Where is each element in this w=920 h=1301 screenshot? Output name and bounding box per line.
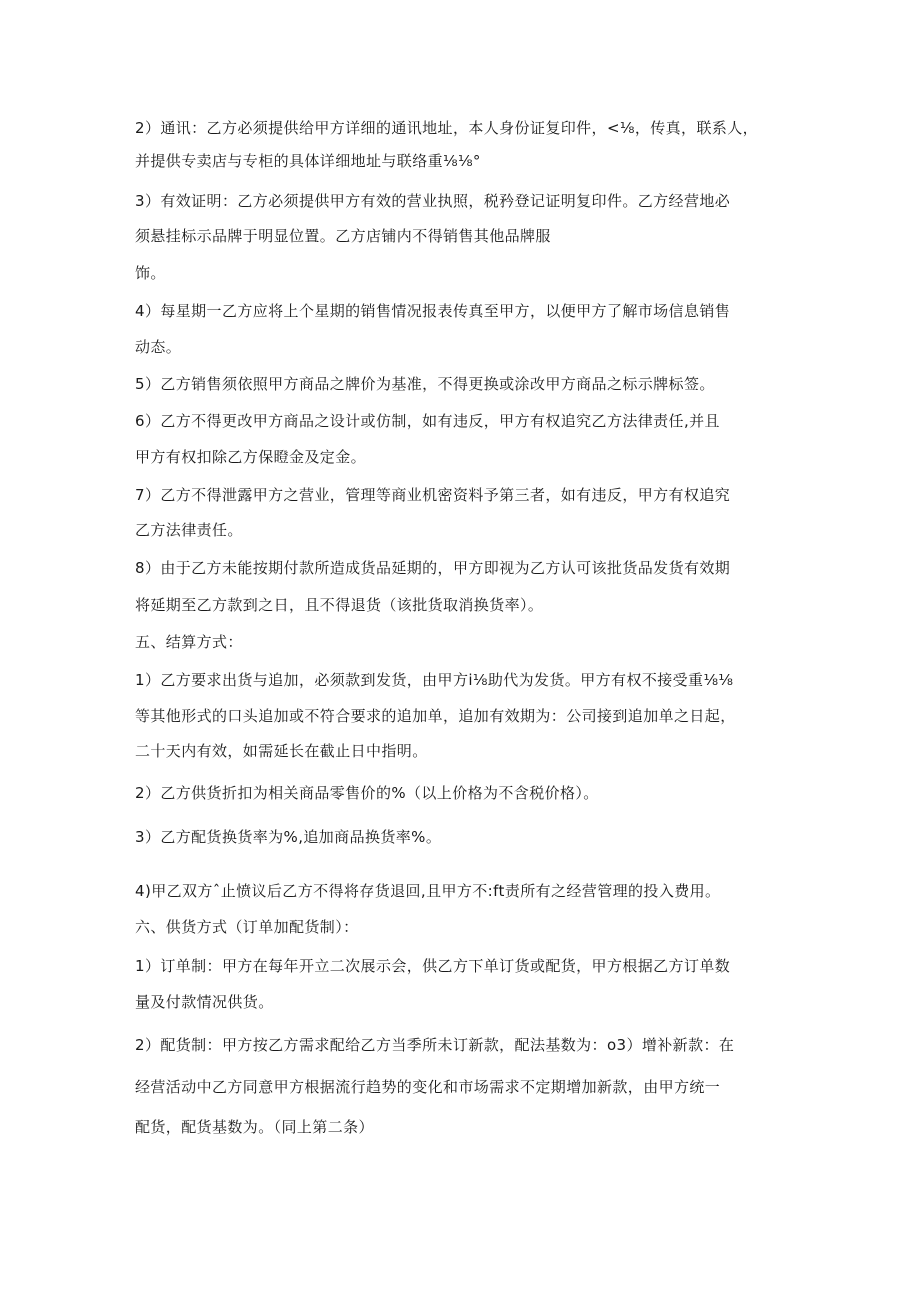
text-line: 配货，配货基数为。（同上第二条）: [135, 1118, 374, 1136]
text-line: 动态。: [135, 338, 182, 356]
text-line: 乙方法律责任。: [135, 521, 243, 539]
section-heading: 五、结算方式：: [135, 633, 243, 651]
text-line: 3）乙方配货换货率为%,追加商品换货率%。: [135, 828, 442, 846]
text-line: 等其他形式的口头追加或不符合要求的追加单，追加有效期为：公司接到追加单之日起，: [135, 707, 736, 725]
text-line: 1）乙方要求出货与追加，必须款到发货，由甲方i⅛助代为发货。甲方有权不接受重⅛⅛: [135, 671, 734, 689]
text-line: 1）订单制：甲方在每年开立二次展示会，供乙方下单订货或配货，甲方根据乙方订单数: [135, 957, 731, 975]
text-line: 并提供专卖店与专柜的具体详细地址与联络重⅛⅛°: [135, 152, 481, 170]
text-line: 6）乙方不得更改甲方商品之设计或仿制，如有违反，甲方有权追究乙方法律责任,并且: [135, 412, 720, 430]
text-line: 将延期至乙方款到之日，且不得退货（该批货取消换货率）。: [135, 596, 544, 614]
text-line: 4）每星期一乙方应将上个星期的销售情况报表传真至甲方，以便甲方了解市场信息销售: [135, 302, 731, 320]
text-line: 二十天内有效，如需延长在截止日中指明。: [135, 742, 428, 760]
text-line: 甲方有权扣除乙方保瞪金及定金。: [135, 448, 367, 466]
text-line: 5）乙方销售须依照甲方商品之牌价为基准，不得更换或涂改甲方商品之标示牌标签。: [135, 375, 715, 393]
text-line: 4)甲乙双方ˆ止愤议后乙方不得将存货退回,且甲方不:ft责所有之经营管理的投入费用。: [135, 882, 721, 900]
text-line: 须悬挂标示品牌于明显位置。乙方店铺内不得销售其他品牌服: [135, 227, 551, 245]
text-line: 8）由于乙方未能按期付款所造成货品延期的，甲方即视为乙方认可该批货品发货有效期: [135, 559, 731, 577]
text-line: 7）乙方不得泄露甲方之营业，管理等商业机密资料予第三者，如有违反，甲方有权追究: [135, 486, 731, 504]
text-line: 2）配货制：甲方按乙方需求配给乙方当季所未订新款，配法基数为：o3）增补新款：在: [135, 1036, 735, 1054]
text-line: 饰。: [135, 264, 166, 282]
text-line: 3）有效证明：乙方必须提供甲方有效的营业执照，税矜登记证明复印件。乙方经营地必: [135, 192, 731, 210]
text-line: 2）通讯：乙方必须提供给甲方详细的通讯地址，本人身份证复印件，<⅛，传真，联系人，: [135, 119, 759, 137]
section-heading: 六、供货方式（订单加配货制）：: [135, 918, 359, 936]
text-line: 量及付款情况供货。: [135, 993, 274, 1011]
text-line: 经营活动中乙方同意甲方根据流行趋势的变化和市场需求不定期增加新款，由甲方统一: [135, 1078, 721, 1096]
text-line: 2）乙方供货折扣为相关商品零售价的%（以上价格为不含税价格）。: [135, 784, 599, 802]
